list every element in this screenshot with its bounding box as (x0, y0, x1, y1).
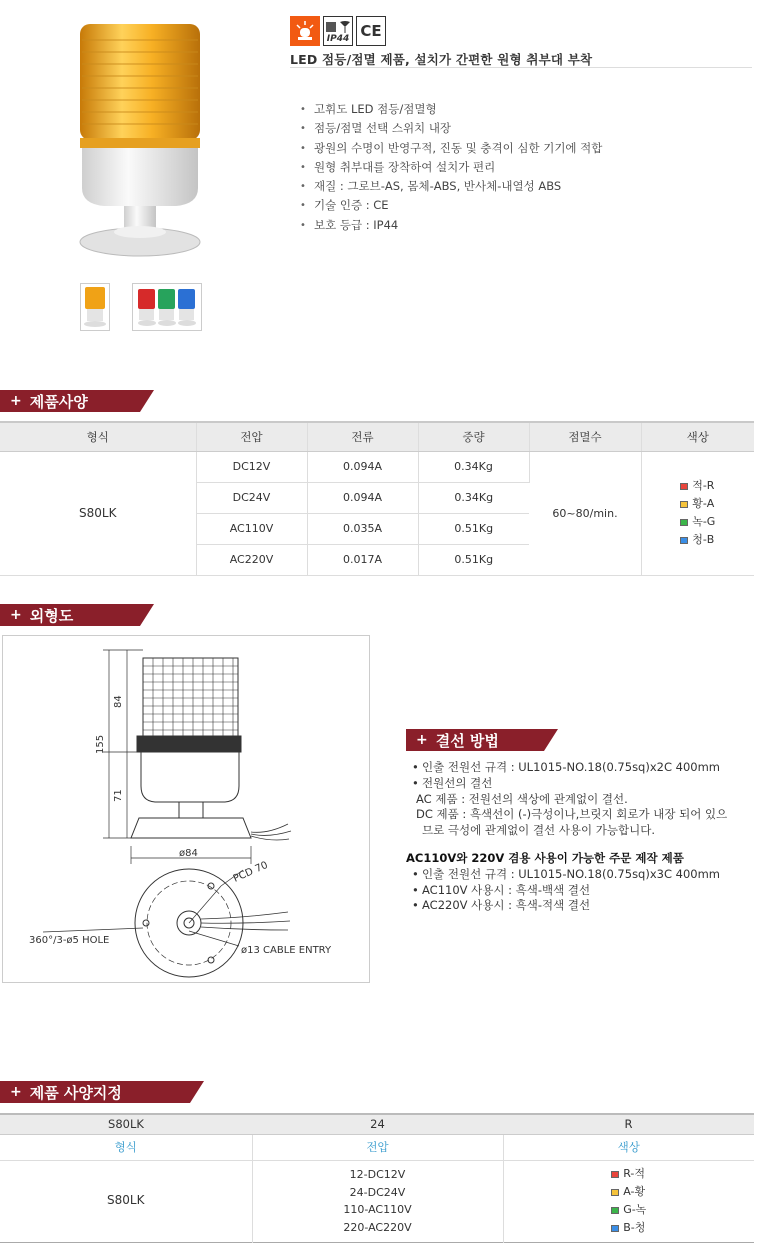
weight-cell: 0.34Kg (418, 482, 529, 513)
order-model: S80LK (0, 1160, 252, 1242)
drawing-globe (137, 658, 241, 752)
red-swatch-icon (680, 483, 688, 490)
list-item: • 보호 등급 : IP44 (300, 216, 602, 235)
color-label: 청-B (692, 533, 715, 546)
flash-cell: 60~80/min. (529, 451, 641, 575)
color-option (611, 1183, 646, 1201)
ac-note: AC 제품 : 전원선의 색상에 관계없이 결선. (416, 791, 628, 806)
color-option (680, 495, 715, 513)
order-colors (503, 1160, 754, 1242)
dc-note: DC 제품 : 흑색선이 (-)극성이나,브릿지 회로가 내장 되어 있으 (416, 807, 728, 822)
color-label: A-황 (623, 1185, 646, 1198)
table-header: 형식 (0, 422, 196, 451)
amber-swatch-icon (611, 1189, 619, 1196)
green-swatch-icon (611, 1207, 619, 1214)
color-option (680, 531, 715, 549)
order-label: 색상 (503, 1134, 754, 1160)
list-item: • 재질 : 그로브-AS, 몸체-ABS, 반사체-내열성 ABS (300, 177, 602, 196)
plus-icon: + (10, 393, 22, 409)
order-label: 형식 (0, 1134, 252, 1160)
feature-list (300, 100, 602, 235)
ip44-label: IP44 (326, 34, 350, 44)
dimension-drawing (2, 635, 370, 983)
ce-label: CE (360, 22, 382, 40)
order-voltages (252, 1160, 503, 1242)
order-code-color: R (503, 1114, 754, 1134)
blue-swatch-icon (611, 1225, 619, 1232)
voltage-option: 110-AC110V (343, 1203, 412, 1216)
color-option (611, 1165, 646, 1183)
list-item: • 전원선의 결선 (412, 776, 727, 792)
order-label: 전압 (252, 1134, 503, 1160)
table-header: 색상 (641, 422, 754, 451)
table-header: 점멸수 (529, 422, 641, 451)
weight-cell: 0.51Kg (418, 544, 529, 575)
list-item: • 인출 전원선 규격 : UL1015-NO.18(0.75sq)x3C 400mm (412, 867, 727, 883)
red-swatch-icon (611, 1171, 619, 1178)
dual-voltage-title: AC110V와 220V 겸용 사용이 가능한 주문 제작 제품 (406, 850, 684, 865)
voltage-cell: DC24V (196, 482, 307, 513)
list-item: • AC110V 사용시 : 흑색-백색 결선 (412, 883, 727, 899)
color-option (680, 477, 715, 495)
weight-cell: 0.51Kg (418, 513, 529, 544)
section-header-spec (0, 390, 154, 412)
color-label: 녹-G (692, 515, 716, 528)
section-header-outline (0, 604, 154, 626)
current-cell: 0.094A (307, 451, 418, 482)
voltage-option: 220-AC220V (343, 1220, 412, 1234)
voltage-option: 12-DC12V (349, 1168, 406, 1181)
section-header-wiring (406, 729, 558, 751)
current-cell: 0.035A (307, 513, 418, 544)
plus-icon: + (416, 732, 428, 748)
color-option (680, 513, 715, 531)
dc-note-continued: 므로 극성에 관계없이 결선 사용이 가능합니다. (422, 823, 656, 838)
color-option (611, 1219, 646, 1237)
list-item: • 인출 전원선 규격 : UL1015-NO.18(0.75sq)x2C 400mm (412, 760, 727, 776)
list-item: • AC220V 사용시 : 흑색-적색 결선 (412, 898, 727, 914)
color-option (611, 1201, 646, 1219)
section-title: 결선 방법 (435, 731, 499, 750)
green-swatch-icon (680, 519, 688, 526)
pcd-label: PCD 70 (231, 859, 270, 885)
section-title: 제품 사양지정 (29, 1083, 122, 1102)
voltage-option: 24-DC24V (349, 1185, 406, 1199)
product-headline: LED 점등/점멸 제품, 설치가 간편한 원형 취부대 부착 (290, 52, 593, 67)
certification-icons (290, 16, 386, 46)
section-title: 제품사양 (29, 392, 88, 411)
order-table (0, 1113, 754, 1243)
order-detail-row (0, 1160, 754, 1242)
lamp-icon (290, 16, 320, 46)
dim-phi84-label: ø84 (179, 848, 198, 859)
color-label: G-녹 (623, 1203, 647, 1216)
section-header-order (0, 1081, 204, 1103)
dim-71-label: 71 (113, 789, 124, 802)
weight-cell: 0.34Kg (418, 451, 529, 482)
list-item: • 고휘도 LED 점등/점멸형 (300, 100, 602, 119)
color-label: 적-R (692, 479, 715, 492)
voltage-cell: DC12V (196, 451, 307, 482)
color-label: 황-A (692, 497, 715, 510)
spec-table (0, 421, 754, 576)
color-label: R-적 (623, 1167, 645, 1180)
table-header: 전압 (196, 422, 307, 451)
current-cell: 0.094A (307, 482, 418, 513)
current-cell: 0.017A (307, 544, 418, 575)
ce-icon (356, 16, 386, 46)
order-label-row (0, 1134, 754, 1160)
table-row (0, 451, 754, 482)
dim-84-label: 84 (113, 695, 124, 708)
hole-label: 360°/3-ø5 HOLE (29, 935, 110, 946)
table-header: 전류 (307, 422, 418, 451)
list-item: • 기술 인증 : CE (300, 196, 602, 215)
section-title: 외형도 (29, 606, 74, 625)
color-cell (641, 451, 754, 575)
order-code-voltage: 24 (252, 1114, 503, 1134)
dim-155-label: 155 (95, 734, 106, 754)
voltage-cell: AC220V (196, 544, 307, 575)
order-code-row (0, 1114, 754, 1134)
blue-swatch-icon (680, 537, 688, 544)
plus-icon: + (10, 607, 22, 623)
list-item: • 광원의 수명이 반영구적, 진동 및 충격이 심한 기기에 적합 (300, 139, 602, 158)
product-photo (76, 20, 206, 260)
list-item: • 원형 취부대를 장착하여 설치가 편리 (300, 158, 602, 177)
list-item: • 점등/점멸 선택 스위치 내장 (300, 119, 602, 138)
ip44-icon (323, 16, 353, 46)
plus-icon: + (10, 1084, 22, 1100)
voltage-cell: AC110V (196, 513, 307, 544)
table-header: 중량 (418, 422, 529, 451)
thumbnail-amber[interactable] (80, 283, 110, 331)
order-code-model: S80LK (0, 1114, 252, 1134)
headline-divider (290, 67, 752, 68)
model-cell: S80LK (0, 451, 196, 575)
color-label: B-청 (623, 1221, 646, 1234)
wiring-instructions (406, 760, 728, 914)
amber-swatch-icon (680, 501, 688, 508)
thumbnail-multicolor[interactable] (132, 283, 202, 331)
cable-entry-label: ø13 CABLE ENTRY (241, 945, 332, 956)
